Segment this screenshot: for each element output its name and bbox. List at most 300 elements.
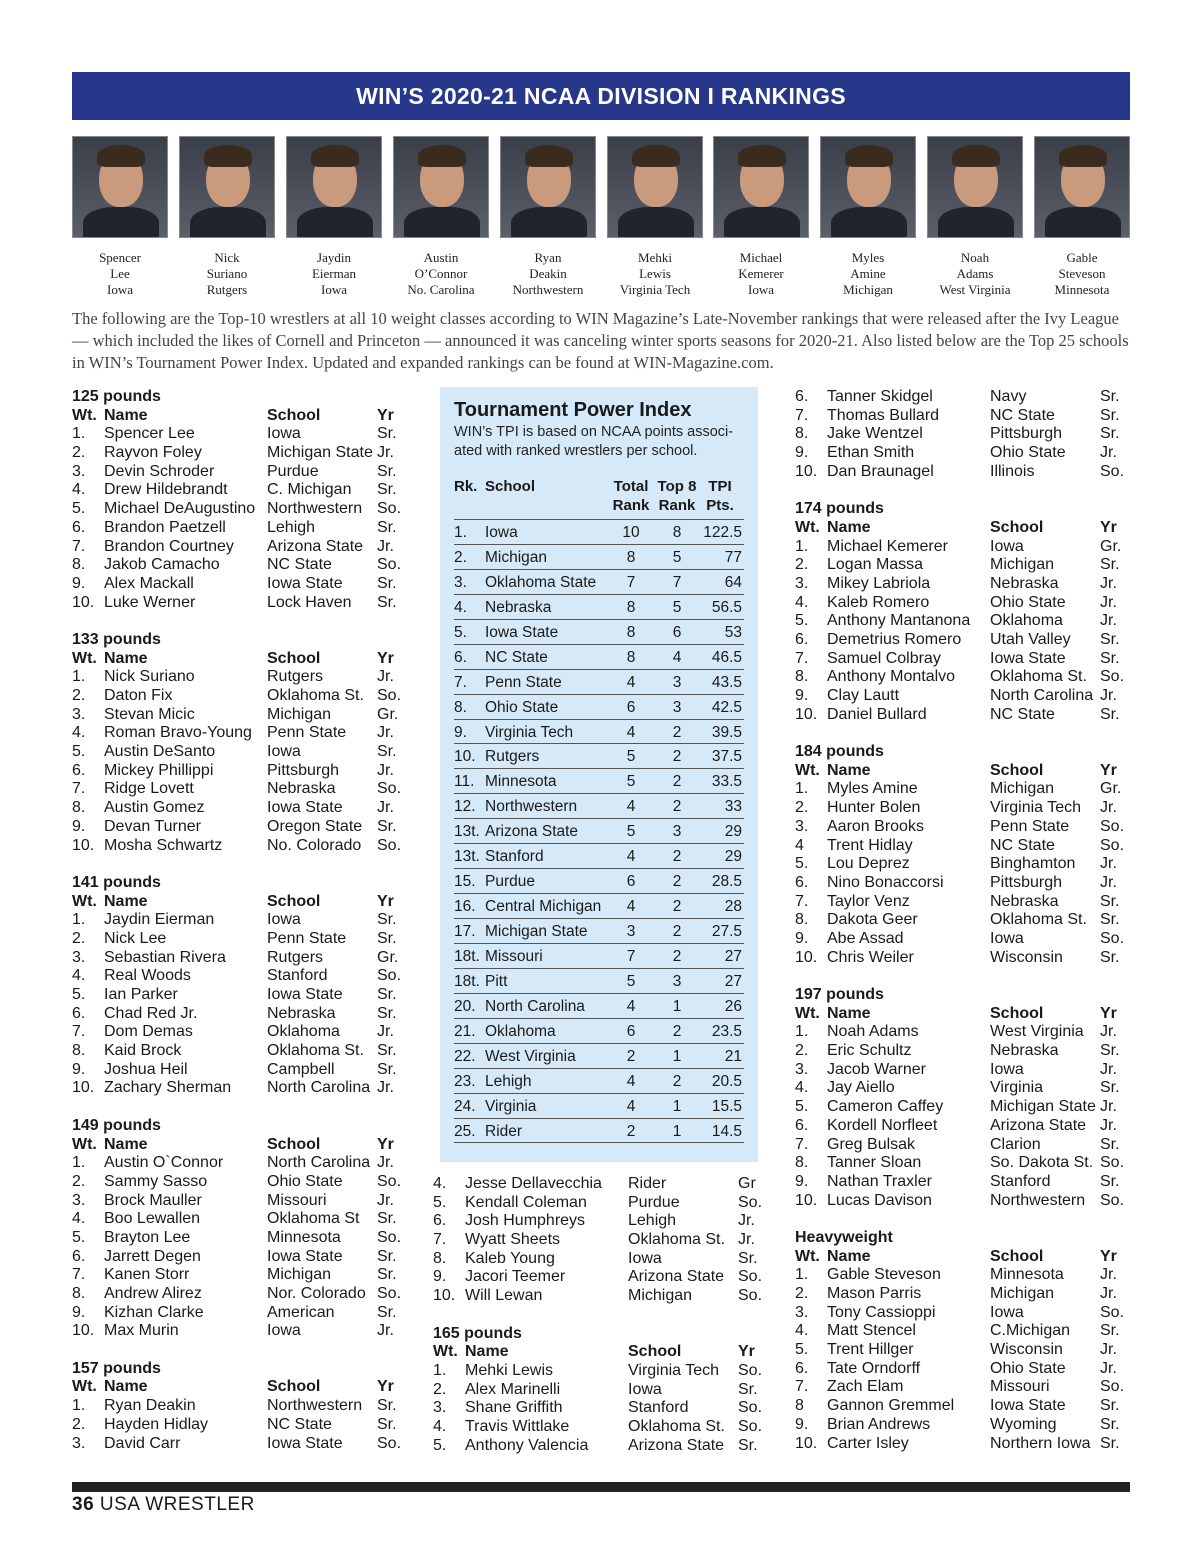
rank-number: 10. [795, 1434, 818, 1452]
wrestler-name: Matt Stencel [827, 1322, 916, 1340]
wrestler-name: Nathan Traxler [827, 1172, 932, 1190]
class-year: Sr. [1100, 892, 1120, 910]
rank-number: 4. [795, 593, 809, 611]
wrestler-name: Logan Massa [827, 556, 924, 574]
photo-hair [204, 145, 252, 167]
tpi-rank: 15. [454, 873, 476, 891]
school-name: North Carolina [990, 687, 1094, 704]
class-year: Sr. [377, 1247, 397, 1265]
school-name: Iowa [628, 1249, 662, 1267]
tpi-rank: 23. [454, 1072, 476, 1090]
rank-number: 2. [72, 1415, 86, 1433]
tpi-total-rank: 4 [626, 798, 636, 816]
wrestler-photo [72, 136, 168, 238]
school-name: Wisconsin [990, 1341, 1063, 1359]
ranking-row [795, 1192, 1135, 1211]
wrestler-name: Myles Amine [827, 780, 918, 798]
wrestler-card [500, 136, 596, 298]
photo-hair [97, 145, 145, 167]
wrestler-name: Luke Werner [104, 593, 196, 611]
rank-number: 9. [72, 1060, 86, 1078]
ranking-row [72, 1154, 412, 1173]
school-name: So. Dakota St. [990, 1154, 1094, 1172]
ranking-row [72, 1304, 412, 1323]
weight-class-section [72, 631, 412, 855]
class-year: So. [1100, 462, 1125, 480]
wrestler-card [607, 136, 703, 298]
rank-number: 10. [795, 705, 818, 723]
rankings-column-left [72, 388, 412, 1472]
wrestler-name: Lucas Davison [827, 1191, 932, 1209]
wrestler-name: Alex Marinelli [465, 1380, 561, 1398]
wrestler-name: Mikey Labriola [827, 574, 931, 592]
rankings-header-row [795, 1248, 1135, 1267]
photo-shoulders [831, 207, 907, 238]
tpi-top8-rank: 7 [672, 573, 682, 591]
wrestler-name: Mason Parris [827, 1285, 922, 1302]
class-year: Jr. [1100, 1098, 1117, 1116]
school-name: Northern Iowa [990, 1434, 1091, 1452]
school-name: Iowa State [267, 799, 343, 817]
rank-number: 5. [433, 1436, 447, 1454]
weight-class-title: Heavyweight [795, 1228, 893, 1246]
wrestler-name: Tanner Sloan [827, 1154, 922, 1172]
school-name: Michigan [990, 1285, 1055, 1302]
tpi-points: 39.5 [711, 723, 742, 741]
tpi-top8-rank: 1 [672, 1047, 682, 1065]
class-year: Sr. [377, 425, 397, 443]
rank-number: 6. [795, 630, 809, 648]
wrestler-name: Eric Schultz [827, 1042, 912, 1060]
school-name: Michigan [628, 1287, 693, 1305]
tpi-row [454, 1093, 744, 1118]
class-year: Jr. [738, 1212, 755, 1230]
school-name: Iowa State [267, 986, 343, 1003]
wrestler-last-name: O’Connor [414, 266, 468, 281]
weight-class-title: 174 pounds [795, 500, 884, 518]
tpi-points: 122.5 [703, 524, 742, 541]
wrestler-name: Trent Hidlay [827, 836, 913, 854]
header-school: School [990, 761, 1044, 779]
wrestler-card [72, 136, 168, 298]
tpi-rank: 22. [454, 1047, 476, 1065]
tpi-total-rank: 5 [626, 748, 636, 766]
school-name: Penn State [267, 724, 347, 742]
tpi-school: Virginia [485, 1097, 537, 1115]
tpi-total-rank: 5 [626, 972, 636, 990]
wrestler-card [820, 136, 916, 298]
ranking-row [795, 668, 1135, 687]
weight-class-section [795, 500, 1135, 724]
school-name: Rutgers [267, 668, 324, 686]
ranking-row [72, 818, 412, 837]
school-name: Wisconsin [990, 948, 1063, 966]
class-year: Sr. [377, 574, 397, 592]
wrestler-name: Carter Isley [827, 1434, 909, 1452]
tpi-top8-rank: 2 [672, 723, 682, 741]
class-year: So. [377, 836, 402, 854]
class-year: Jr. [1100, 799, 1117, 817]
ranking-row [795, 855, 1135, 874]
tpi-rank: 7. [454, 673, 467, 691]
wrestler-caption [286, 250, 382, 298]
header-school: School [990, 518, 1044, 536]
ranking-row [795, 1136, 1135, 1155]
rank-number: 3. [433, 1399, 447, 1417]
photo-hair [311, 145, 359, 167]
ranking-row [72, 780, 412, 799]
tpi-rank: 18t. [454, 947, 480, 965]
ranking-row [72, 762, 412, 781]
school-name: Virginia Tech [628, 1361, 720, 1379]
class-year: Sr. [377, 462, 397, 480]
tpi-header-top8: Top 8 [657, 478, 697, 495]
class-year: Sr. [1100, 1415, 1120, 1433]
header-yr: Yr [1100, 761, 1117, 779]
school-name: Arizona State [628, 1268, 725, 1286]
school-name: Northwestern [990, 1191, 1086, 1209]
wrestler-name: Anthony Mantanona [827, 612, 971, 630]
tpi-row [454, 943, 744, 968]
school-name: Utah Valley [990, 630, 1071, 648]
class-year: Jr. [377, 1191, 394, 1209]
wrestler-last-name: Suriano [206, 266, 248, 281]
wrestler-name: Kendall Coleman [465, 1193, 587, 1211]
tpi-rank: 5. [454, 623, 467, 641]
tpi-points: 29 [724, 848, 742, 866]
page-number: 36 [72, 1494, 95, 1515]
weight-class-title: 125 pounds [72, 388, 161, 405]
class-year: So. [377, 967, 402, 985]
rank-number: 10. [795, 1191, 818, 1209]
photo-shoulders [404, 207, 480, 238]
school-name: NC State [267, 556, 332, 574]
rank-number: 7. [795, 1135, 809, 1153]
tpi-row [454, 818, 744, 843]
rank-number: 5. [795, 1098, 809, 1116]
wrestler-name: Anthony Valencia [465, 1436, 589, 1454]
ranking-row [795, 631, 1135, 650]
weight-class-section [72, 1360, 412, 1453]
header-name: Name [827, 1004, 871, 1022]
header-name: Name [104, 892, 148, 910]
wrestler-name: Hayden Hidlay [104, 1415, 209, 1433]
rankings-header-row [72, 893, 412, 912]
weight-class-section [795, 1229, 1135, 1453]
photo-shoulders [724, 207, 800, 238]
rank-number: 4. [795, 1322, 809, 1340]
wrestler-school: Michigan [843, 282, 893, 297]
wrestler-name: Josh Humphreys [465, 1212, 586, 1230]
class-year: Sr. [377, 1042, 397, 1060]
rank-number: 1. [72, 425, 86, 443]
header-name: Name [104, 649, 148, 667]
rank-number: 8. [795, 425, 809, 443]
wrestler-name: Daton Fix [104, 687, 173, 704]
school-name: Illinois [990, 462, 1035, 480]
rank-number: 8. [72, 1042, 86, 1060]
rank-number: 7. [72, 780, 86, 798]
ranking-row [795, 1061, 1135, 1080]
wrestler-caption [820, 250, 916, 298]
tpi-total-rank: 8 [626, 548, 636, 566]
wrestler-caption [393, 250, 489, 298]
tpi-points: 23.5 [711, 1022, 742, 1040]
tpi-rank: 6. [454, 648, 467, 666]
rank-number: 6. [795, 1116, 809, 1134]
ranking-row [795, 1397, 1135, 1416]
ranking-row [795, 1304, 1135, 1323]
tpi-top8-rank: 1 [672, 1097, 682, 1115]
tpi-header-total-rank: Rank [612, 497, 650, 514]
weight-class-title: 197 pounds [795, 986, 884, 1003]
tpi-header-top8-rank: Rank [658, 497, 696, 514]
school-name: Michigan State [267, 444, 373, 462]
school-name: Ohio State [267, 1172, 343, 1190]
tpi-total-rank: 4 [626, 723, 636, 741]
class-year: Sr. [1100, 948, 1120, 966]
tpi-points: 26 [724, 997, 742, 1015]
wrestler-name: Jarrett Degen [104, 1247, 201, 1265]
photo-shoulders [83, 207, 159, 238]
ranking-row [433, 1418, 773, 1437]
class-year: Gr. [1100, 780, 1122, 798]
wrestler-name: Alex Mackall [104, 574, 194, 592]
school-name: Iowa [267, 911, 301, 929]
ranking-row [72, 743, 412, 762]
tpi-rank: 17. [454, 923, 476, 940]
school-name: North Carolina [267, 1079, 371, 1097]
class-year: Sr. [1100, 425, 1120, 443]
tpi-points: 53 [724, 623, 742, 641]
wrestler-name: Boo Lewallen [104, 1210, 201, 1228]
tpi-points: 28.5 [711, 873, 742, 891]
rank-number: 2. [72, 1172, 86, 1190]
wrestler-last-name: Lewis [639, 266, 671, 281]
school-name: NC State [267, 1415, 332, 1433]
rankings-header-row [795, 1005, 1135, 1024]
ranking-row [795, 1360, 1135, 1379]
rank-number: 8. [795, 1154, 809, 1172]
school-name: Iowa [267, 425, 301, 443]
rank-number: 10. [795, 948, 818, 966]
school-name: Oklahoma St [267, 1210, 360, 1228]
wrestler-name: Michael Kemerer [827, 537, 948, 555]
class-year: Gr. [1100, 537, 1122, 555]
wrestler-caption [713, 250, 809, 298]
rank-number: 9. [72, 574, 86, 592]
tpi-points: 27 [724, 947, 742, 965]
tpi-table [454, 519, 744, 1143]
ranking-row [795, 538, 1135, 557]
wrestler-name: Shane Griffith [465, 1399, 563, 1417]
class-year: So. [1100, 1191, 1125, 1209]
rank-number: 4. [433, 1417, 447, 1435]
ranking-row [72, 481, 412, 500]
ranking-row [795, 687, 1135, 706]
class-year: So. [1100, 668, 1125, 686]
header-school: School [267, 1378, 321, 1396]
tpi-row [454, 519, 744, 544]
class-year: So. [738, 1287, 763, 1305]
wrestler-name: Jake Wentzel [827, 425, 923, 443]
rank-number: 7. [795, 649, 809, 667]
school-name: Oklahoma St. [628, 1417, 725, 1435]
tpi-row [454, 594, 744, 619]
tpi-row [454, 569, 744, 594]
rank-number: 5. [72, 986, 86, 1003]
rank-number: 4. [72, 481, 86, 499]
rank-number: 8. [72, 556, 86, 574]
photo-shoulders [511, 207, 587, 238]
rank-number: 6. [72, 518, 86, 536]
class-year: Sr. [377, 481, 397, 499]
school-name: Michigan [267, 705, 332, 723]
rank-number: 5. [795, 1341, 809, 1359]
ranking-row [795, 1117, 1135, 1136]
class-year: Sr. [1100, 911, 1120, 929]
rank-number: 7. [72, 1023, 86, 1041]
school-name: Pittsburgh [990, 873, 1063, 891]
school-name: Iowa [990, 929, 1024, 947]
ranking-row [795, 1042, 1135, 1061]
school-name: Michigan [990, 780, 1055, 798]
header-name: Name [104, 406, 148, 424]
school-name: Iowa [990, 1060, 1024, 1078]
tpi-top8-rank: 1 [672, 997, 682, 1015]
wrestler-school: Virginia Tech [619, 282, 691, 297]
header-wt: Wt. [72, 649, 97, 667]
tpi-points: 28 [724, 898, 742, 916]
wrestler-name: Spencer Lee [104, 425, 195, 443]
ranking-row [72, 687, 412, 706]
school-name: Iowa State [990, 649, 1066, 667]
rank-number: 8. [795, 668, 809, 686]
school-name: Arizona State [628, 1436, 725, 1454]
wrestler-name: Gable Steveson [827, 1266, 941, 1284]
tpi-school: Michigan State [485, 923, 588, 940]
wrestler-name: Brian Andrews [827, 1415, 931, 1433]
tpi-total-rank: 4 [626, 673, 636, 691]
wrestler-name: Tanner Skidgel [827, 388, 933, 405]
ranking-row [795, 949, 1135, 968]
school-name: Rutgers [267, 948, 324, 966]
ranking-row [795, 1378, 1135, 1397]
rank-number: 1. [72, 911, 86, 929]
ranking-row [433, 1268, 773, 1287]
school-name: Missouri [990, 1378, 1050, 1396]
weight-class-section [72, 874, 412, 1098]
rank-number: 3. [795, 1303, 809, 1321]
rank-number: 9. [433, 1268, 447, 1286]
tpi-rank: 24. [454, 1097, 476, 1115]
wrestler-name: Greg Bulsak [827, 1135, 916, 1153]
class-year: So. [738, 1268, 763, 1286]
class-year: So. [377, 1228, 402, 1246]
wrestler-name: Austin Gomez [104, 799, 205, 817]
tpi-school: Iowa State [485, 623, 559, 641]
header-name: Name [827, 518, 871, 536]
school-name: Stanford [267, 967, 328, 985]
rank-number: 1. [795, 780, 809, 798]
tpi-school: Purdue [485, 873, 535, 891]
wrestler-last-name: Eierman [311, 266, 357, 281]
school-name: Michigan [990, 556, 1055, 574]
wrestler-name: Stevan Micic [104, 705, 195, 723]
tpi-school: Penn State [485, 673, 562, 691]
ranking-row [72, 463, 412, 482]
tpi-points: 21 [724, 1047, 742, 1065]
wrestler-caption [72, 250, 168, 298]
tpi-row [454, 968, 744, 993]
wrestler-name: Mehki Lewis [465, 1361, 554, 1379]
wrestler-name: Lou Deprez [827, 855, 910, 873]
wrestler-name: Mickey Phillippi [104, 761, 214, 779]
ranking-row [72, 1397, 412, 1416]
tpi-total-rank: 6 [626, 1022, 636, 1040]
wrestler-school: West Virginia [939, 282, 1011, 297]
tpi-top8-rank: 2 [672, 947, 682, 965]
rank-number: 9. [72, 1303, 86, 1321]
wrestler-last-name: Adams [956, 266, 994, 281]
page-banner: WIN’S 2020-21 NCAA DIVISION I RANKINGS [72, 72, 1130, 120]
rank-number: 1. [795, 1266, 809, 1284]
rank-number: 4. [72, 967, 86, 985]
tpi-rank: 3. [454, 573, 467, 591]
header-school: School [990, 1247, 1044, 1265]
rank-number: 3. [72, 1191, 86, 1209]
school-name: Ohio State [990, 1359, 1066, 1377]
ranking-row [795, 1285, 1135, 1304]
class-year: Jr. [377, 444, 394, 462]
photo-hair [418, 145, 466, 167]
class-year: Sr. [377, 929, 397, 947]
ranking-row [72, 668, 412, 687]
wrestler-caption [607, 250, 703, 298]
class-year: Jr. [377, 724, 394, 742]
photo-hair [632, 145, 680, 167]
header-wt: Wt. [72, 406, 97, 424]
wrestler-name: Joshua Heil [104, 1060, 188, 1078]
wrestler-name: Kordell Norfleet [827, 1116, 938, 1134]
class-year: Jr. [1100, 1060, 1117, 1078]
header-school: School [990, 1004, 1044, 1022]
school-name: NC State [990, 406, 1055, 424]
tpi-points: 33 [724, 798, 742, 816]
wrestler-card [1034, 136, 1130, 298]
rank-number: 8. [795, 911, 809, 929]
rank-number: 5. [795, 855, 809, 873]
tpi-top8-rank: 2 [672, 848, 682, 866]
tpi-rank: 10. [454, 748, 476, 766]
wrestler-caption [179, 250, 275, 298]
tpi-points: 33.5 [711, 773, 742, 791]
wrestler-photo [179, 136, 275, 238]
ranking-row [72, 706, 412, 725]
class-year: Sr. [738, 1249, 758, 1267]
header-school: School [267, 406, 321, 424]
school-name: Pittsburgh [267, 761, 340, 779]
ranking-row [795, 650, 1135, 669]
wrestler-first-name: Noah [960, 250, 990, 265]
wrestler-name: Kanen Storr [104, 1266, 190, 1284]
tpi-rank: 9. [454, 723, 467, 741]
tpi-total-rank: 8 [626, 623, 636, 641]
class-year: So. [377, 1285, 402, 1302]
wrestler-photo [393, 136, 489, 238]
class-year: Sr. [377, 743, 397, 761]
rank-number: 6. [795, 1359, 809, 1377]
